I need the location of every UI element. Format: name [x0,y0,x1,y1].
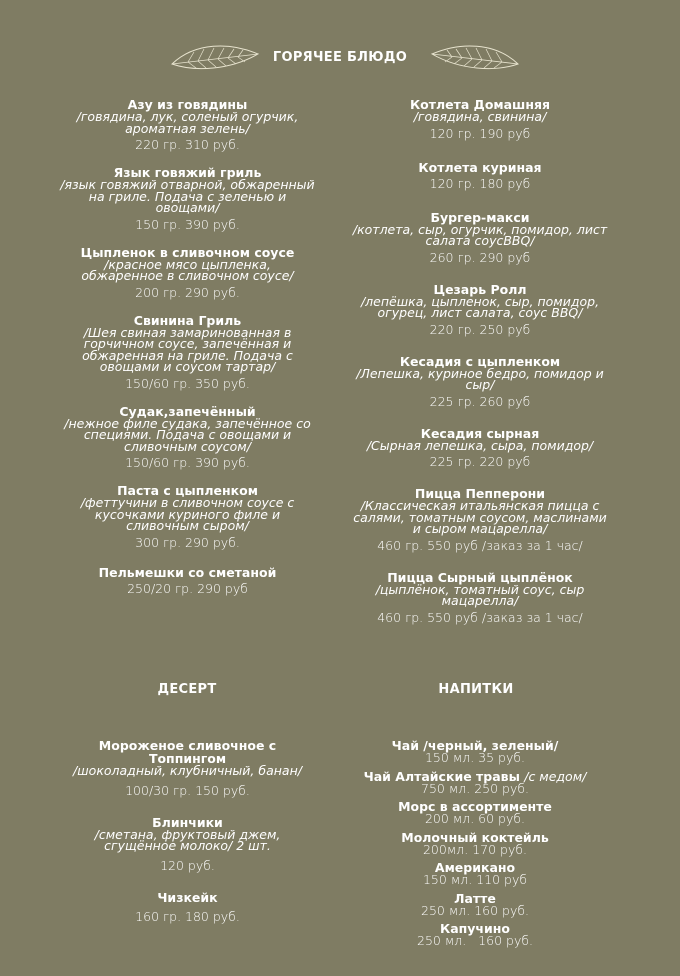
drink-name: Морс в ассортименте [398,799,552,814]
dish-description: /сметана, фруктовый джем, сгущённое молоко/ 2 шт. [94,826,281,853]
hot-dishes-title: ГОРЯЧЕЕ БЛЮДО [272,50,408,65]
list-item [340,800,610,825]
dish-name: Паста с цыпленком [117,483,258,498]
list-item [50,405,325,471]
dish-description: /котлета, сыр, огурчик, помидор, лист салата соусBBQ/ [352,221,608,248]
list-item [340,427,620,470]
dessert-column [50,739,325,924]
dish-price: 300 гр. 290 руб. [135,534,240,550]
dish-name: Язык говяжий гриль [113,165,262,180]
list-item [50,314,325,391]
dish-description: /Классическая итальянская пицца с салями, томатным соусом, маслинами и сыром мацарелла/ [353,498,607,536]
list-item [50,246,325,300]
dish-name: Цыпленок в сливочном соусе [80,244,295,260]
drink-name: Капучино [439,921,510,936]
drink-name: Молочный коктейль [401,829,549,845]
drink-name-text: Чай Алтайские травы [363,768,525,784]
drink-price: 250 мл. 160 руб. [421,902,529,918]
dish-name: Цезарь Ролл [433,281,527,297]
list-item [340,922,610,947]
dish-price: 220 гр. 310 руб. [135,137,240,152]
list-item [50,739,325,798]
drinks-title: НАПИТКИ [438,682,514,697]
drink-price: 200 мл. 60 руб. [424,811,526,826]
dish-price: 120 гр. 190 руб [429,125,531,141]
drink-name: Латте [454,890,496,906]
dish-price: 100/30 гр. 150 руб. [125,782,250,798]
list-item [340,739,610,764]
list-item [340,98,620,141]
dish-name: Пельмешки со сметаной [98,564,277,580]
list-item [340,487,620,553]
list-item [340,831,610,856]
dish-price: 200 гр. 290 руб. [135,284,240,300]
dish-description: /язык говяжий отварной, обжаренный на гриле. Подача с зеленью и овощами/ [60,177,315,215]
dish-price: 225 гр. 260 руб [429,393,531,409]
list-item [50,891,325,924]
dish-description: /шоколадный, клубничный, банан/ [73,763,302,778]
list-item [50,816,325,873]
list-item [340,355,620,409]
dish-name: Мороженое сливочное с Топпингом [98,738,277,766]
dish-name: Судак,запечённый [119,403,256,419]
hot-left-column [50,98,325,596]
drink-name: Чай /черный, зеленый/ [391,738,559,753]
list-item [340,211,620,265]
dish-price: 160 гр. 180 руб. [135,908,240,924]
dish-price: 120 гр. 180 руб [429,175,531,191]
hot-right-column [340,98,620,625]
dish-description: /феттучини в сливочном соусе с кусочками куриного филе и сливочным сыром/ [80,495,295,533]
dish-name: Пицца Сырный цыплёнок [387,569,573,585]
dessert-title: ДЕСЕРТ [157,682,217,697]
list-item [50,566,325,596]
dish-price: 460 гр. 550 руб /заказ за 1 час/ [377,609,583,625]
dish-description: /говядина, свинина/ [413,109,547,124]
dish-name: Бургер-макси [430,209,530,225]
dish-description: /лепёшка, цыпленок, сыр, помидор, огурец, лист салата, соус BBQ/ [360,293,600,320]
dish-price: 120 руб. [160,857,215,873]
dish-description: /Лепешка, куриное бедро, помидор и сыр/ [356,365,604,392]
dish-description: /Сырная лепешка, сыра, помидор/ [366,437,594,453]
list-item [50,484,325,550]
drink-name: Американо [434,860,516,875]
dish-name: Азу из говядины [127,97,248,112]
dish-price: 225 гр. 220 руб [429,454,531,469]
dish-description: /красное мясо цыпленка, обжаренное в сливочном соусе/ [81,256,294,283]
dish-name: Кесадия сырная [420,425,540,441]
dish-price: 250/20 гр. 290 руб [127,580,248,596]
dish-description: /нежное филе судака, запечённое со специями. Подача с овощами и сливочным соусом/ [64,415,311,454]
list-item [50,98,325,152]
dish-price: 260 гр. 290 руб [429,249,531,265]
list-item [340,571,620,625]
drink-price: 750 мл. 250 руб. [421,780,529,796]
drink-price: 200мл. 170 руб. [422,841,527,857]
list-item [340,861,610,886]
dish-price: 150/60 гр. 350 руб. [125,375,250,391]
dish-description: /говядина, лук, соленый огурчик, ароматная зелень/ [76,109,299,136]
dish-price: 460 гр. 550 руб /заказ за 1 час/ [377,537,583,553]
dish-name: Кесадия с цыпленком [399,353,561,369]
dish-price: 150 гр. 390 руб. [135,216,240,232]
dish-name: Пицца Пепперони [414,486,546,501]
dish-price: 220 гр. 250 руб [429,321,531,337]
list-item [340,283,620,337]
dish-name: Котлета Домашняя [409,97,551,112]
drink-extra: /с медом/ [524,768,587,784]
drink-price: 150 мл. 110 руб [422,872,527,887]
leaf-right-icon [430,44,520,70]
dish-name: Котлета куриная [418,159,542,175]
dish-description: /Шея свиная замаринованная в горчичном соусе, запечённая и обжаренная на гриле. Подача с овощами и соусом тартар/ [82,324,293,374]
drink-price: 250 мл. 160 руб. [417,933,533,948]
dish-name: Блинчики [152,814,223,830]
list-item [50,166,325,232]
drinks-column [340,739,610,947]
list-item [340,892,610,917]
list-item [340,161,620,191]
drink-price: 150 мл. 35 руб. [424,750,526,765]
dish-price: 150/60 гр. 390 руб. [125,455,250,470]
dish-description: /цыплёнок, томатный соус, сыр мацарелла/ [375,581,585,608]
list-item [340,770,610,795]
dish-name: Чизкейк [157,889,218,905]
dish-name: Свинина Гриль [133,312,242,328]
